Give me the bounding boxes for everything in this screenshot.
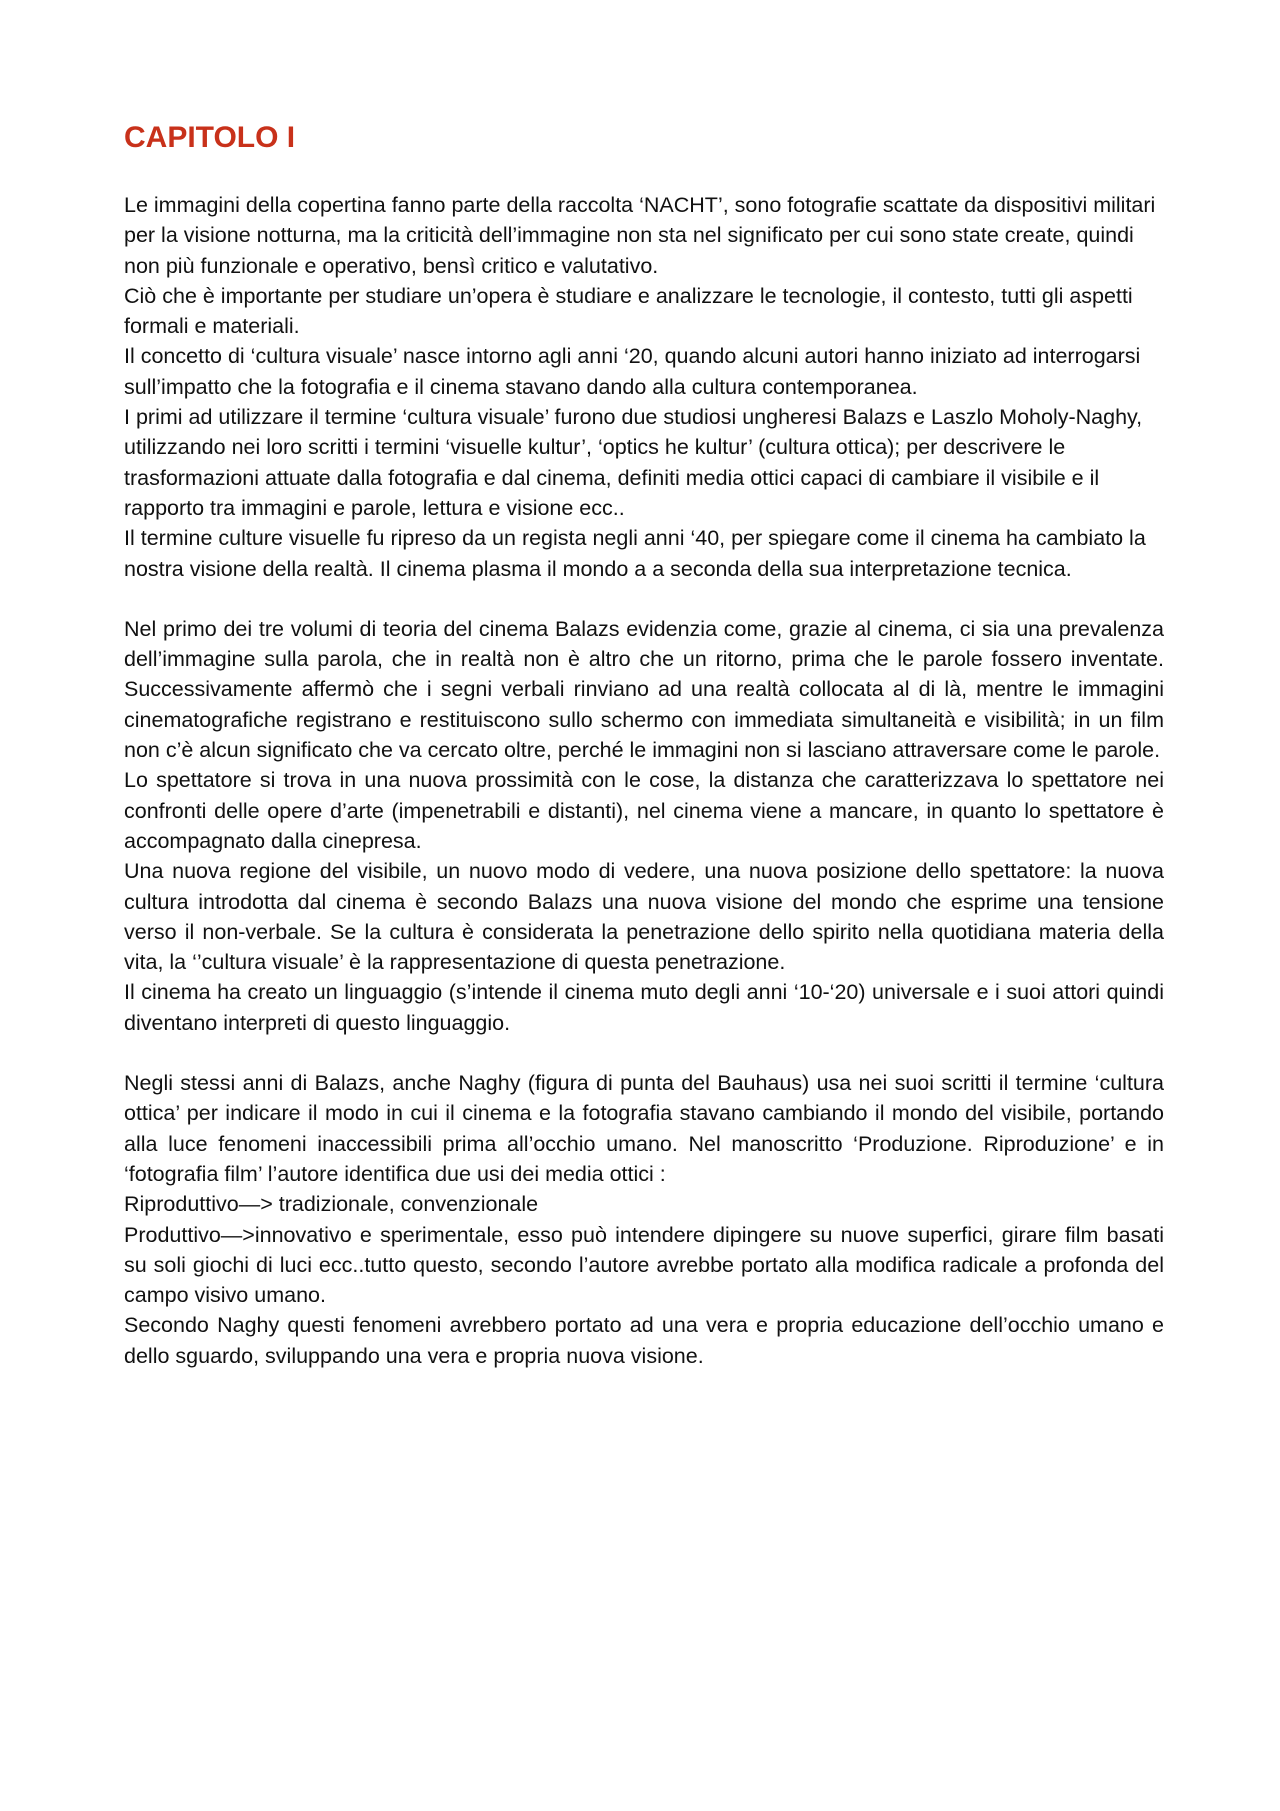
paragraph-gap <box>124 584 1164 614</box>
section-intro <box>124 190 1164 584</box>
paragraph: Il cinema ha creato un linguaggio (s’intende il cinema muto degli anni ‘10-‘20) universale e i suoi attori quindi diventano interpreti di questo linguaggio. <box>124 980 1164 1035</box>
paragraph: Le immagini della copertina fanno parte della raccolta ‘NACHT’, sono fotografie scattate da dispositivi militari per la visione notturna, ma la criticità dell’immagine non sta nel significato per cui sono state create, quindi non più funzionale e operativo, bensì critico e valutativo. <box>124 193 1156 278</box>
document-page <box>124 120 1164 1371</box>
paragraph: Lo spettatore si trova in una nuova prossimità con le cose, la distanza che caratterizzava lo spettatore nei confronti delle opere d’arte (impenetrabili e distanti), nel cinema viene a mancare, in quanto lo spettatore è accompagnato dalla cinepresa. <box>124 768 1164 853</box>
paragraph: Negli stessi anni di Balazs, anche Naghy (figura di punta del Bauhaus) usa nei suoi scritti il termine ‘cultura ottica’ per indicare il modo in cui il cinema e la fotografia stavano cambiando il mondo del visibile, portando alla luce fenomeni inaccessibili prima all’occhio umano. Nel manoscritto ‘Produzione. Riproduzione’ e in ‘fotografia film’ l’autore identifica due usi dei media ottici : <box>124 1071 1164 1186</box>
chapter-title: CAPITOLO I <box>124 121 296 154</box>
section-balazs <box>124 614 1164 1038</box>
paragraph: Il termine culture visuelle fu ripreso da un regista negli anni ‘40, per spiegare come il cinema ha cambiato la nostra visione della realtà. Il cinema plasma il mondo a a seconda della sua interpretazione tecnica. <box>124 526 1146 581</box>
paragraph: Ciò che è importante per studiare un’opera è studiare e analizzare le tecnologie, il contesto, tutti gli aspetti formali e materiali. <box>124 283 1133 339</box>
paragraph: Nel primo dei tre volumi di teoria del cinema Balazs evidenzia come, grazie al cinema, ci sia una prevalenza dell’immagine sulla parola, che in realtà non è altro che un ritorno, prima che le parole fossero inventate. Successivamente affermò che i segni verbali rinviano ad una realtà collocata al di là, mentre le immagini cinematografiche registrano e restituiscono sullo schermo con immediata simultaneità e visibilità; in un film non c’è alcun significato che va cercato oltre, perché le immagini non si lasciano attraversare come le parole. <box>124 616 1164 763</box>
paragraph-gap <box>124 1038 1164 1068</box>
list-item-produttivo: Produttivo—>innovativo e sperimentale, esso può intendere dipingere su nuove superfici, girare film basati su soli giochi di luci ecc..tutto questo, secondo l’autore avrebbe portato alla modifica radicale a profonda del campo visivo umano. <box>124 1222 1164 1308</box>
paragraph: Secondo Naghy questi fenomeni avrebbero portato ad una vera e propria educazione dell’occhio umano e dello sguardo, sviluppando una vera e propria nuova visione. <box>124 1313 1164 1368</box>
section-naghy <box>124 1068 1164 1371</box>
list-item-riproduttivo: Riproduttivo—> tradizionale, convenzionale <box>124 1192 539 1217</box>
paragraph: I primi ad utilizzare il termine ‘cultura visuale’ furono due studiosi ungheresi Balazs e Laszlo Moholy-Naghy, utilizzando nei loro scritti i termini ‘visuelle kultur’, ‘optics he kultur’ (cultura ottica); per descrivere le trasformazioni attuate dalla fotografia e dal cinema, definiti media ottici capaci di cambiare il visibile e il rapporto tra immagini e parole, lettura e visione ecc.. <box>124 405 1143 520</box>
paragraph: Una nuova regione del visibile, un nuovo modo di vedere, una nuova posizione dello spettatore: la nuova cultura introdotta dal cinema è secondo Balazs una nuova visione del mondo che esprime una tensione verso il non-verbale. Se la cultura è considerata la penetrazione dello spirito nella quotidiana materia della vita, la ‘’cultura visuale’ è la rappresentazione di questa penetrazione. <box>124 859 1164 975</box>
paragraph: Il concetto di ‘cultura visuale’ nasce intorno agli anni ‘20, quando alcuni autori hanno iniziato ad interrogarsi sull’impatto che la fotografia e il cinema stavano dando alla cultura contemporanea. <box>124 344 1141 399</box>
